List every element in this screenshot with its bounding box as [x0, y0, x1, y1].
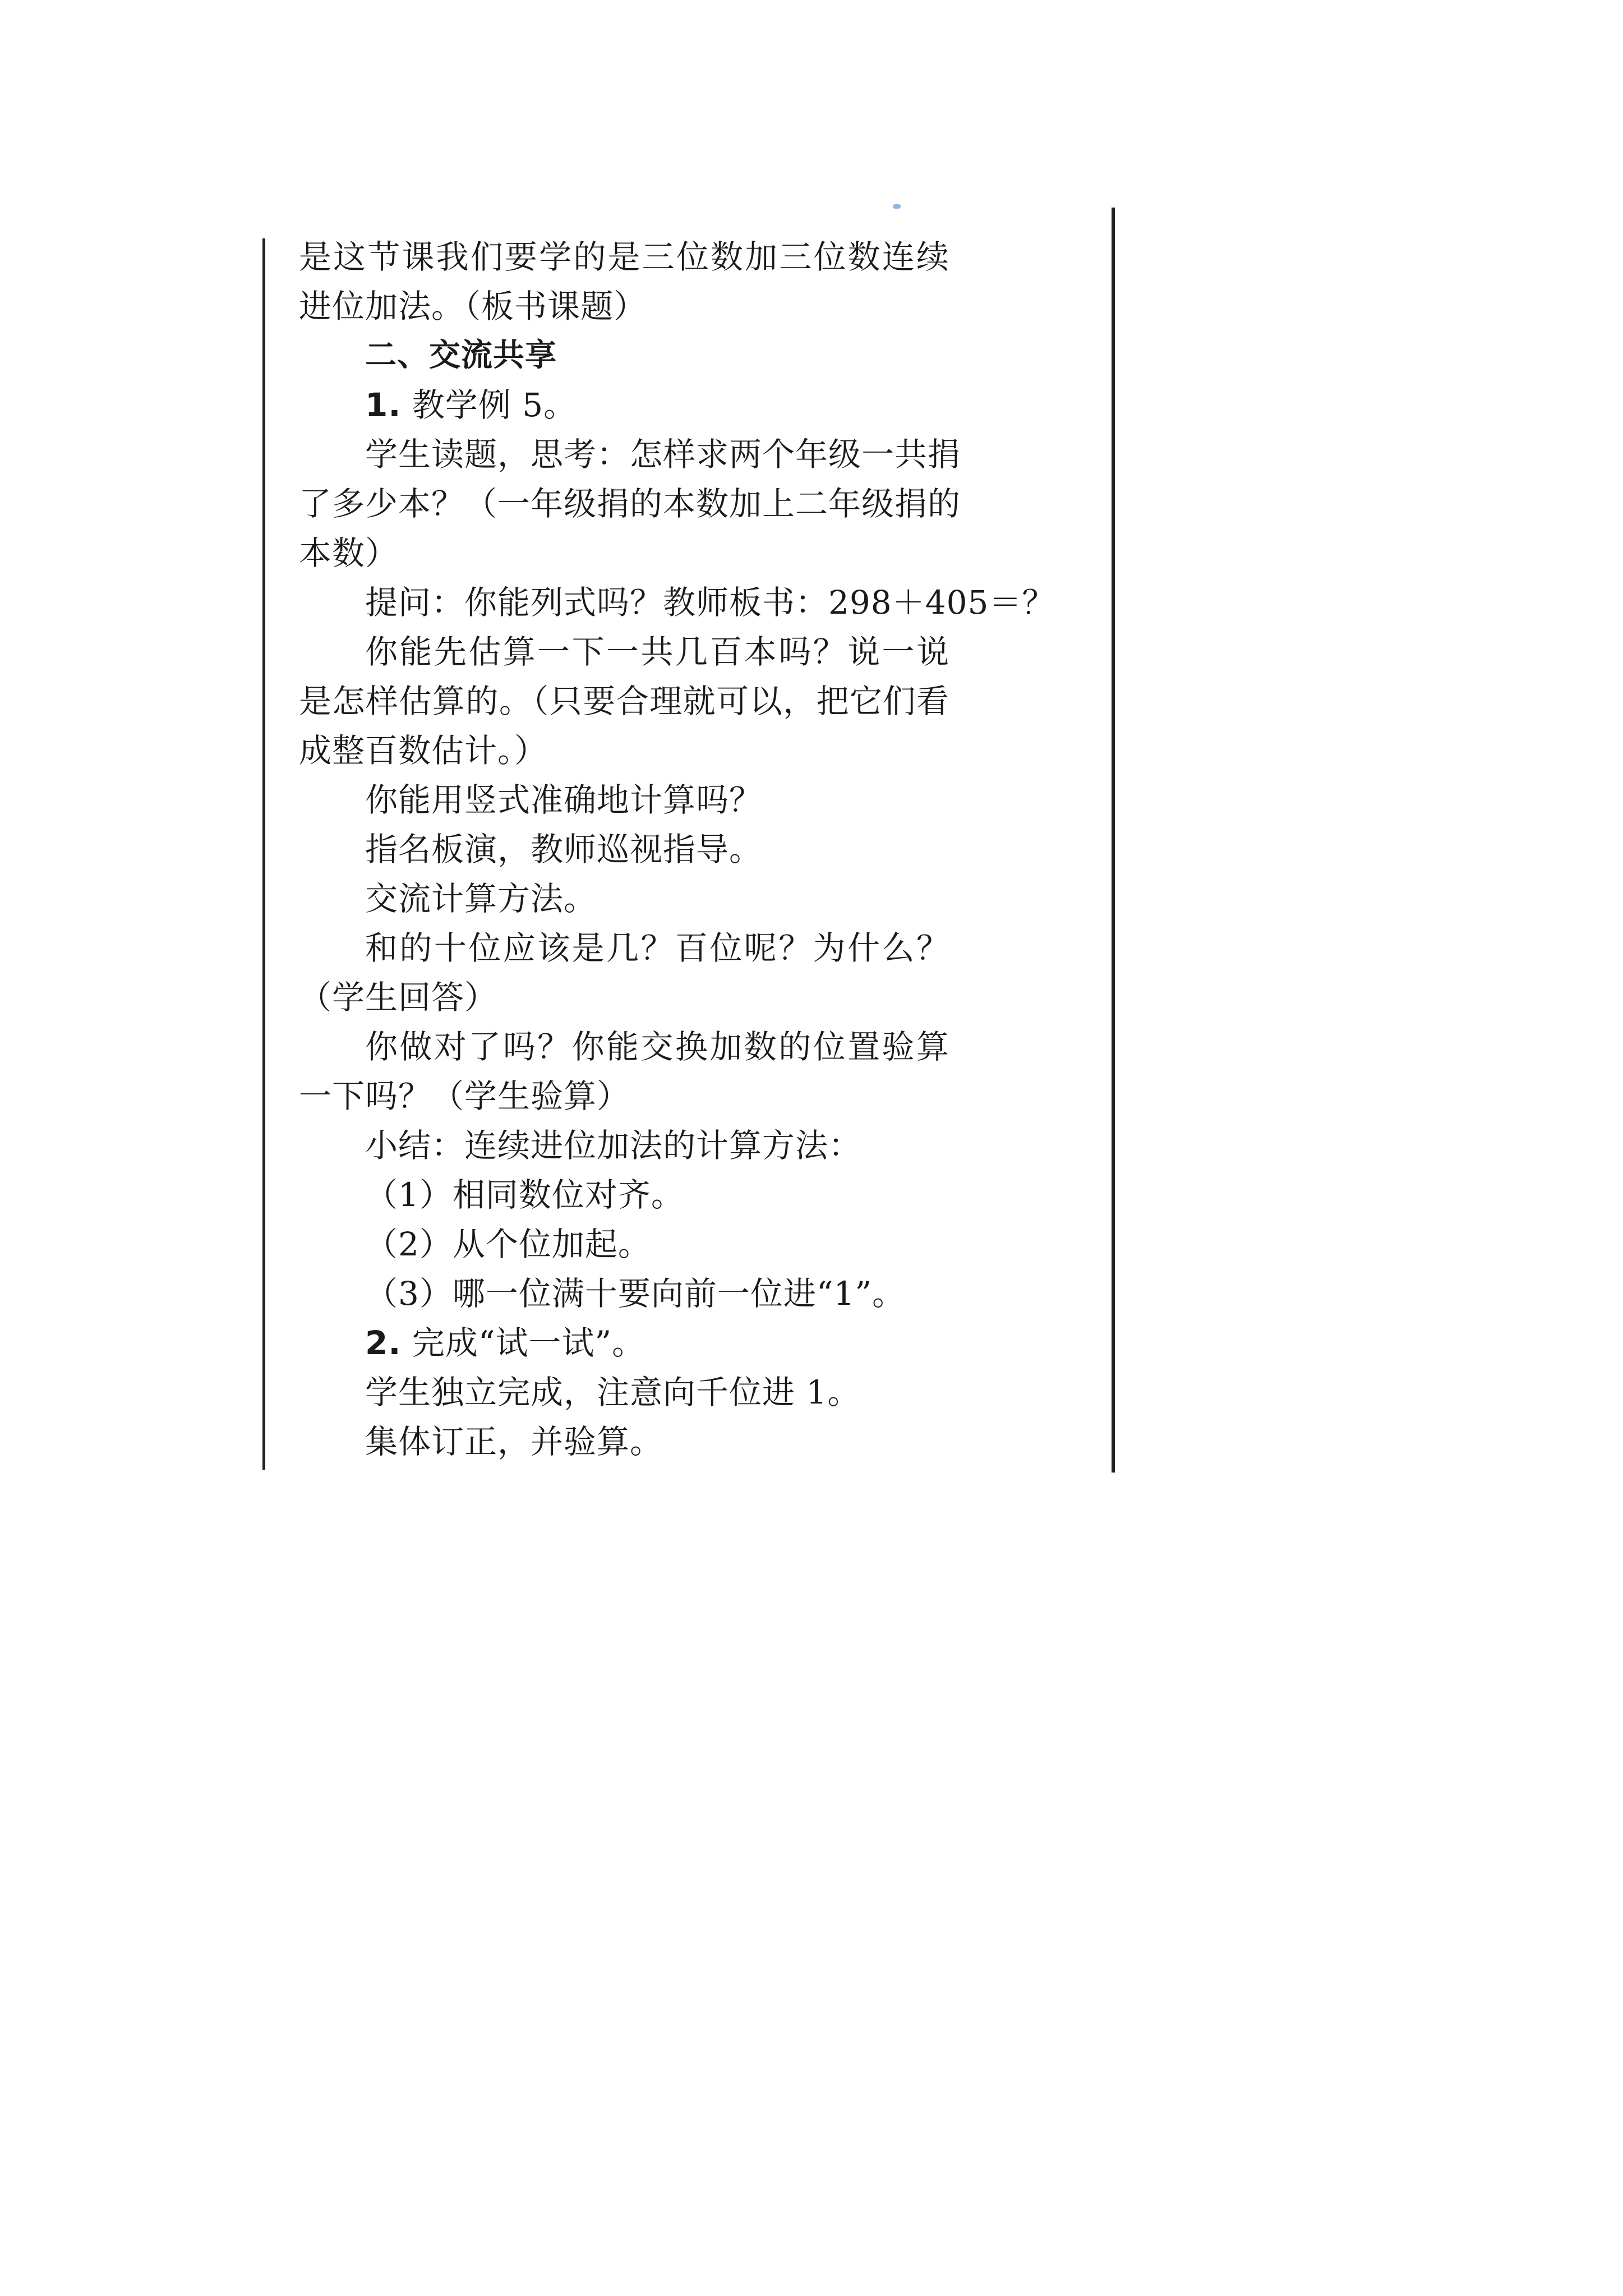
- lesson-plan-text: [299, 232, 1055, 1466]
- text-line: 了多少本？（一年级捐的本数加上二年级捐的: [299, 485, 961, 523]
- left-margin-rule: [262, 238, 265, 1470]
- right-margin-rule: [1112, 208, 1115, 1473]
- text-line: （1）相同数位对齐。: [365, 1176, 684, 1214]
- numbered-item: [299, 1318, 949, 1368]
- text-line: 你能用竖式准确地计算吗？: [365, 781, 763, 819]
- text-line: 集体订正，并验算。: [365, 1423, 663, 1461]
- section-heading: 二、交流共享: [365, 337, 557, 374]
- text-line: 指名板演，教师巡视指导。: [365, 830, 763, 868]
- text-line: 是这节课我们要学的是三位数加三位数连续: [299, 238, 949, 276]
- text-line: 是怎样估算的。（只要合理就可以，把它们看: [299, 682, 949, 720]
- text-line: （2）从个位加起。: [365, 1225, 651, 1263]
- text-line: 本数）: [299, 534, 399, 572]
- text-line: （3）哪一位满十要向前一位进“1”。: [365, 1274, 906, 1313]
- text-line: 和的十位应该是几？百位呢？为什么？: [365, 929, 949, 967]
- item-text: 教学例 5。: [412, 386, 577, 424]
- item-number: 2.: [365, 1324, 402, 1362]
- text-line: 提问：你能列式吗？教师板书：298＋405＝？: [365, 583, 1055, 622]
- text-line: （学生回答）: [299, 978, 498, 1016]
- text-line: 你能先估算一下一共几百本吗？说一说: [365, 633, 949, 671]
- item-number: 1.: [365, 386, 402, 424]
- text-line: 一下吗？（学生验算）: [299, 1077, 630, 1115]
- text-line: 交流计算方法。: [365, 880, 597, 918]
- corner-mark: [893, 204, 901, 209]
- text-line: 学生读题，思考：怎样求两个年级一共捐: [365, 435, 961, 473]
- text-line: 小结：连续进位加法的计算方法：: [365, 1126, 862, 1165]
- text-line: 学生独立完成，注意向千位进 1。: [365, 1373, 861, 1411]
- text-line: 成整百数估计。）: [299, 731, 548, 770]
- item-text: 完成“试一试”。: [412, 1324, 645, 1362]
- text-line: 你做对了吗？你能交换加数的位置验算: [365, 1028, 949, 1066]
- numbered-item: [299, 380, 949, 430]
- text-line: 进位加法。（板书课题）: [299, 287, 647, 325]
